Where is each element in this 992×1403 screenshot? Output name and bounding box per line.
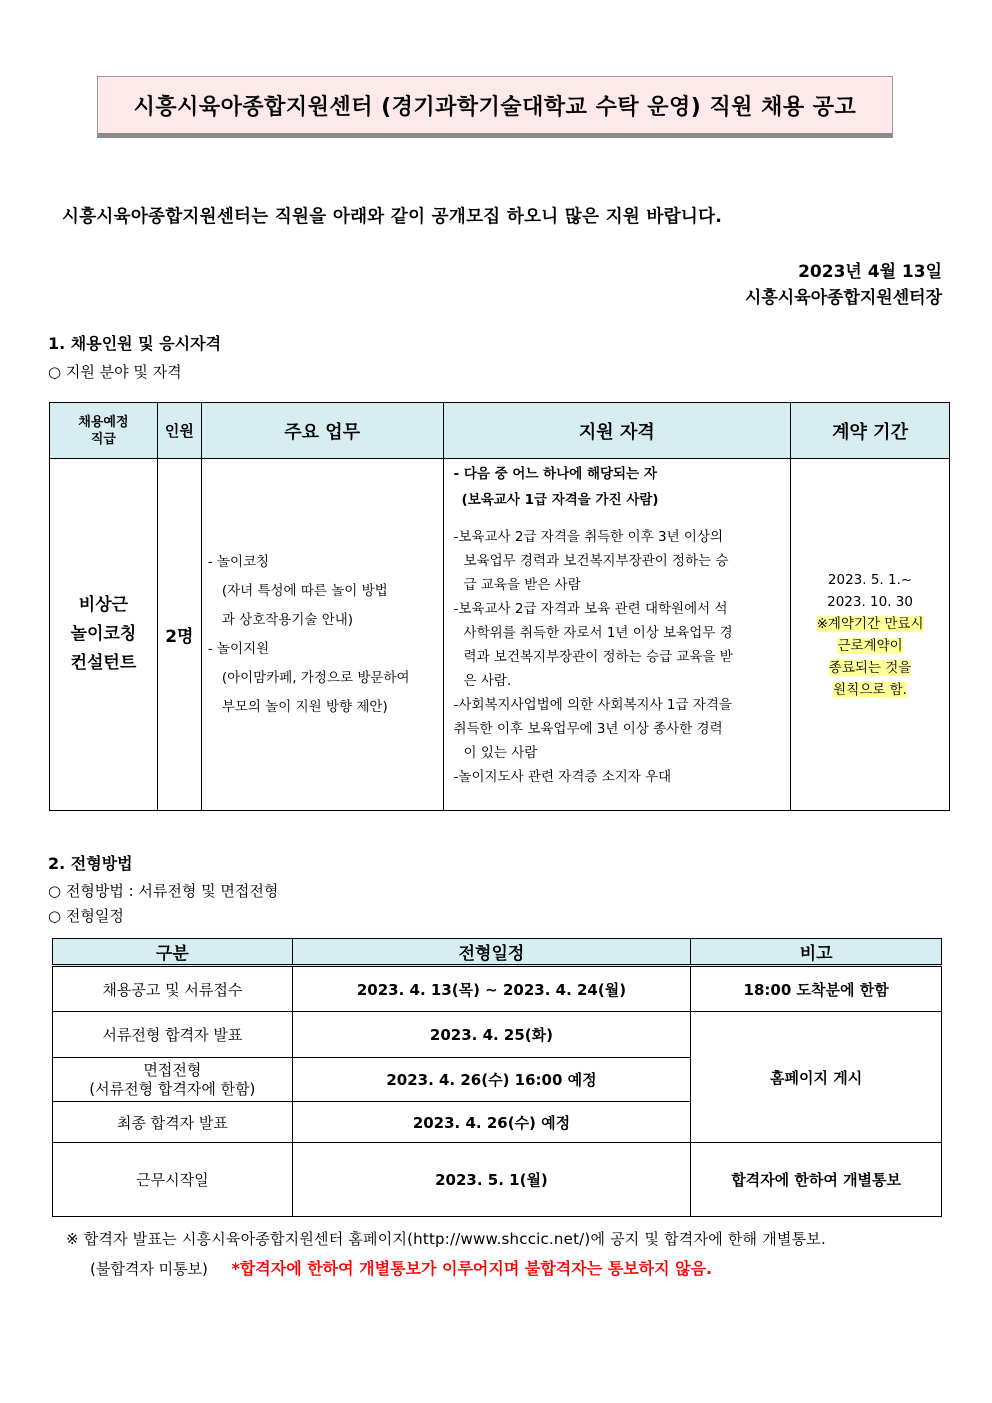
table-row bbox=[50, 459, 950, 811]
intro-text: 시흥시육아종합지원센터는 직원을 아래와 같이 공개모집 하오니 많은 지원 바랍니다. bbox=[62, 207, 723, 227]
footnote-red-notice: *합격자에 한하여 개별통보가 이루어지며 불합격자는 통보하지 않음. bbox=[231, 1259, 713, 1278]
quals-intro-2: (보육교사 1급 자격을 가진 사람) bbox=[461, 492, 659, 508]
row-category bbox=[53, 1058, 293, 1102]
schedule-table bbox=[52, 938, 942, 1217]
contract-note-line: 근로계약이 bbox=[837, 637, 903, 654]
duty-line: - 놀이코칭 bbox=[207, 553, 270, 570]
qual-line: 급 교육을 받은 사람 bbox=[463, 577, 581, 593]
section1-heading: 1. 채용인원 및 응시자격 bbox=[48, 334, 222, 353]
header-position bbox=[50, 403, 158, 459]
header-position-l2: 직급 bbox=[90, 431, 116, 447]
footnote-line1: ※ 합격자 발표는 시흥시육아종합지원센터 홈페이지(http://www.shccic.net/)에 공지 및 합격자에 한해 개별통보. bbox=[66, 1230, 826, 1248]
header-count: 인원 bbox=[157, 403, 201, 459]
quals-intro-1: - 다음 중 어느 하나에 해당되는 자 bbox=[453, 466, 657, 482]
duties-cell bbox=[201, 459, 443, 811]
section2-sub2: ○ 전형일정 bbox=[48, 907, 124, 925]
qual-line: -보육교사 2급 자격과 보육 관련 대학원에서 석 bbox=[453, 601, 728, 617]
qual-line: 이 있는 사람 bbox=[463, 745, 538, 761]
row-category-l2: (서류전형 합격자에 한함) bbox=[89, 1079, 256, 1098]
header-note: 비고 bbox=[691, 939, 942, 966]
contract-start: 2023. 5. 1.~ bbox=[827, 571, 913, 588]
section1-sub: ○ 지원 분야 및 자격 bbox=[48, 363, 182, 381]
row-schedule: 2023. 4. 13(목) ~ 2023. 4. 24(월) bbox=[292, 966, 691, 1012]
duty-line: 부모의 놀이 지원 방향 제안) bbox=[221, 698, 388, 715]
row-schedule: 2023. 4. 25(화) bbox=[292, 1012, 691, 1058]
header-schedule: 전형일정 bbox=[292, 939, 691, 966]
qual-line: 취득한 이후 보육업무에 3년 이상 종사한 경력 bbox=[453, 721, 723, 737]
qual-line: -보육교사 2급 자격을 취득한 이후 3년 이상의 bbox=[453, 529, 724, 545]
row-category-l1: 면접전형 bbox=[143, 1060, 202, 1079]
row-category: 서류전형 합격자 발표 bbox=[53, 1012, 293, 1058]
footnote-unsuccessful: (불합격자 미통보) bbox=[90, 1260, 208, 1278]
section2-heading: 2. 전형방법 bbox=[48, 854, 133, 873]
duty-line: 과 상호작용기술 안내) bbox=[221, 611, 354, 628]
notice-date: 2023년 4월 13일 bbox=[798, 262, 942, 282]
duty-line: - 놀이지원 bbox=[207, 640, 270, 657]
row-category: 최종 합격자 발표 bbox=[53, 1102, 293, 1143]
section2-sub1: ○ 전형방법 : 서류전형 및 면접전형 bbox=[48, 882, 279, 900]
contract-note-line: 원칙으로 함. bbox=[833, 681, 907, 698]
header-quals: 지원 자격 bbox=[443, 403, 791, 459]
qualification-table-header bbox=[50, 403, 950, 459]
position-l1: 비상근 bbox=[78, 595, 129, 615]
schedule-table-header bbox=[53, 939, 942, 966]
position-l2: 놀이코칭 bbox=[70, 624, 137, 644]
header-contract: 계약 기간 bbox=[791, 403, 950, 459]
contract-cell bbox=[791, 459, 950, 811]
position-cell bbox=[50, 459, 158, 811]
qualification-table bbox=[49, 402, 950, 811]
table-row bbox=[53, 1012, 942, 1058]
footnote-line2 bbox=[90, 1256, 712, 1279]
duty-line: (아이맘카페, 가정으로 방문하여 bbox=[221, 669, 410, 686]
qual-line: 사학위를 취득한 자로서 1년 이상 보육업무 경 bbox=[463, 625, 733, 641]
table-row bbox=[53, 966, 942, 1012]
qual-line: 력과 보건복지부장관이 정하는 승급 교육을 받 bbox=[463, 649, 733, 665]
row-schedule: 2023. 4. 26(수) 16:00 예정 bbox=[292, 1058, 691, 1102]
qual-line: -놀이지도사 관련 자격증 소지자 우대 bbox=[453, 769, 672, 785]
row-note: 홈페이지 게시 bbox=[691, 1012, 942, 1143]
quals-cell bbox=[443, 459, 791, 811]
qual-line: 은 사람. bbox=[463, 673, 512, 689]
page-title: 시흥시육아종합지원센터 (경기과학기술대학교 수탁 운영) 직원 채용 공고 bbox=[97, 76, 893, 138]
header-duties: 주요 업무 bbox=[201, 403, 443, 459]
duty-line: (자녀 특성에 따른 놀이 방법 bbox=[221, 582, 388, 599]
qual-line: 보육업무 경력과 보건복지부장관이 정하는 승 bbox=[463, 553, 729, 569]
table-row bbox=[53, 1143, 942, 1217]
header-position-l1: 채용예정 bbox=[78, 414, 129, 430]
row-note: 18:00 도착분에 한함 bbox=[691, 966, 942, 1012]
header-category: 구분 bbox=[53, 939, 293, 966]
contract-end: 2023. 10. 30 bbox=[827, 593, 913, 610]
qual-line: -사회복지사업법에 의한 사회복지사 1급 자격을 bbox=[453, 697, 732, 713]
count-cell: 2명 bbox=[157, 459, 201, 811]
row-schedule: 2023. 4. 26(수) 예정 bbox=[292, 1102, 691, 1143]
contract-note-line: ※계약기간 만료시 bbox=[816, 615, 924, 632]
position-l3: 컨설턴트 bbox=[70, 653, 137, 673]
row-schedule: 2023. 5. 1(월) bbox=[292, 1143, 691, 1217]
contract-note-line: 종료되는 것을 bbox=[828, 659, 912, 676]
row-category: 근무시작일 bbox=[53, 1143, 293, 1217]
notice-issuer: 시흥시육아종합지원센터장 bbox=[744, 288, 942, 308]
row-category: 채용공고 및 서류접수 bbox=[53, 966, 293, 1012]
row-note: 합격자에 한하여 개별통보 bbox=[691, 1143, 942, 1217]
